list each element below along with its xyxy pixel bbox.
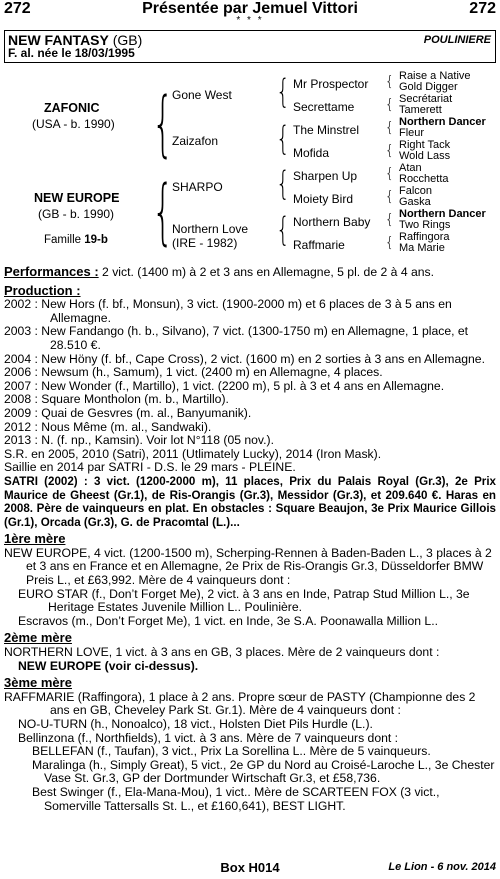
ped-g3-3: Mofida xyxy=(293,146,330,160)
ped-g4-11: Gaska xyxy=(399,196,431,208)
production-label: Production : xyxy=(4,282,81,298)
horse-birth: F. al. née le 18/03/1995 xyxy=(8,46,135,60)
mere3-heading xyxy=(4,676,496,691)
sire-info: (USA - b. 1990) xyxy=(32,117,115,131)
production-item: 2002 : New Hors (f. bf., Monsun), 3 vict. (1900-2000 m) et 6 places de 3 à 5 ans en Allemagne. xyxy=(4,297,452,325)
production-item: 2013 : N. (f. np., Kamsin). Voir lot N°118 (05 nov.). xyxy=(4,433,274,448)
sale-date: Le Lion - 6 nov. 2014 xyxy=(388,861,496,873)
bracket-g3-5: { xyxy=(385,189,394,205)
mere1-label: 1ère mère xyxy=(4,531,66,547)
production-item: 2006 : Newsum (h., Samum), 1 vict. (2400 m) en Allemagne, 4 places. xyxy=(4,365,383,380)
ped-g3-7: Raffmarie xyxy=(293,238,345,252)
family-number: 19-b xyxy=(84,234,108,246)
mere3-label: 3ème mère xyxy=(4,675,72,691)
family-label: Famille xyxy=(44,234,85,246)
production-item: 2008 : Square Montholon (m. b., Martillo). xyxy=(4,392,229,407)
box-label: Box H014 xyxy=(220,860,280,875)
horse-type: POULINIERE xyxy=(423,34,491,46)
ped-g4-6: Right Tack xyxy=(399,139,451,151)
ped-g3-6: Northern Baby xyxy=(293,215,371,229)
ped-northern-love-info: (IRE - 1982) xyxy=(172,236,238,250)
production-heading xyxy=(4,284,496,299)
ped-g3-1: Secrettame xyxy=(293,100,355,114)
bracket-g3-3: { xyxy=(385,143,394,159)
ped-g4-5: Fleur xyxy=(399,127,425,139)
catalogue-page xyxy=(4,0,496,813)
production-item: 2007 : New Wonder (f., Martillo), 1 vict. (2200 m), 5 pl. à 3 et 4 ans en Allemagne. xyxy=(4,378,445,393)
text-body xyxy=(4,265,496,813)
bracket-g3-7: { xyxy=(385,235,394,251)
mere3-grand-offspring: Best Swinger (f., Ela-Mana-Mou), 1 vict.. Mère de SCARTEEN FOX (3 vict., Somerville Tattersalls St. L., et £160,641), BEST LIGHT. xyxy=(32,784,440,813)
ped-g4-13: Two Rings xyxy=(399,219,451,231)
production-item: 2012 : Nous Même (m. al., Sandwaki). xyxy=(4,419,212,434)
sire-name: ZAFONIC xyxy=(44,101,100,115)
mere3-grand-offspring: BELLEFAN (f., Taufan), 3 vict., Prix La Sorellina L.. Mère de 5 vainqueurs. xyxy=(32,744,431,759)
performances-line xyxy=(4,265,496,280)
ped-g4-0: Raise a Native xyxy=(399,70,471,82)
bracket-sire: { xyxy=(152,82,174,167)
mere2-dam: NORTHERN LOVE, 1 vict. à 3 ans en GB, 3 places. Mère de 2 vainqueurs dont : xyxy=(4,645,440,660)
ped-g3-5: Moiety Bird xyxy=(293,192,354,206)
bracket-g2-2: { xyxy=(276,121,290,159)
ped-g3-4: Sharpen Up xyxy=(293,169,358,183)
saillie-line: Saillie en 2014 par SATRI - D.S. le 29 mars - PLEINE. xyxy=(4,460,296,475)
bracket-g2-3: { xyxy=(276,166,290,204)
dam-info: (GB - b. 1990) xyxy=(38,207,115,221)
bracket-g3-4: { xyxy=(385,166,394,182)
performances-label: Performances : xyxy=(4,264,99,279)
performances-text: 2 vict. (1400 m) à 2 et 3 ans en Allemagne, 5 pl. de 2 à 4 ans. xyxy=(98,265,435,279)
page-footer xyxy=(4,860,496,878)
horse-name: NEW FANTASY xyxy=(8,32,109,48)
header-stars: * * * xyxy=(236,15,264,26)
mere3-offspring: NO-U-TURN (h., Nonoalco), 18 vict., Holsten Diet Pils Hurdle (L.). xyxy=(18,717,373,731)
ped-g4-4: Northern Dancer xyxy=(399,116,486,128)
bracket-g3-6: { xyxy=(385,212,394,228)
bracket-g2-1: { xyxy=(276,74,290,112)
ped-g4-3: Tamerett xyxy=(399,104,442,116)
ped-g4-2: Secrétariat xyxy=(399,93,453,105)
satri-note: SATRI (2002) : 3 vict. (1200-2000 m), 11 places, Prix du Palais Royal (Gr.3), 2e Prix Maurice de Gheest (Gr.1), de Ris-Orangis (Gr.3), Messidor (Gr.3), et 209.640 €. Haras en 2008. Père de vainqueurs en plat. En obstacles : Square Beaujon, 3e Prix Maurice Gillois (Gr.1), Orcada (Gr.3), G. de Pracomtal (L.)... xyxy=(4,474,496,529)
ped-sharpo: SHARPO xyxy=(172,180,223,194)
mere3-grand-offspring: Maralinga (h., Simply Great), 5 vict., 2e GP du Nord au Croisé-Laroche L., 3e Chester Vase St. Gr.3, GP der Dortmunder Wirtschaft Gr.3, et £58,736. xyxy=(32,757,495,786)
ped-g4-1: Gold Digger xyxy=(399,81,458,93)
ped-g4-7: Wold Lass xyxy=(399,150,451,162)
horse-title-box xyxy=(4,30,496,63)
mere2-label: 2ème mère xyxy=(4,630,72,646)
mere1-dam: NEW EUROPE, 4 vict. (1200-1500 m), Scherping-Rennen à Baden-Baden L., 3 places à 2 et 3 ans en France et en Allemagne, 2e Prix de Ris-Orangis Gr.3, Düsseldorfer BMW Preis L., et £63,992. Mère de 4 vainqueurs dont : xyxy=(4,545,492,588)
sr-line: S.R. en 2005, 2010 (Satri), 2011 (Utlimately Lucky), 2014 (Iron Mask). xyxy=(4,446,382,461)
production-item: 2004 : New Höny (f. bf., Cape Cross), 2 vict. (1600 m) en 2 sorties à 3 ans en Allemagne. xyxy=(4,351,485,366)
bracket-g2-4: { xyxy=(276,212,290,250)
ped-g4-12: Northern Dancer xyxy=(399,208,486,220)
ped-g4-14: Raffingora xyxy=(399,231,450,243)
family-line xyxy=(44,234,108,246)
bracket-g3-1: { xyxy=(385,97,394,113)
bracket-dam: { xyxy=(152,170,174,255)
mere2-heading xyxy=(4,631,496,646)
pedigree-table xyxy=(4,63,496,265)
bracket-g3-2: { xyxy=(385,120,394,136)
ped-g4-9: Rocchetta xyxy=(399,173,449,185)
page-header xyxy=(4,0,496,30)
mere1-offspring: Escravos (m., Don’t Forget Me), 1 vict. en Inde, 3e S.A. Poonawalla Million L.. xyxy=(18,613,438,628)
ped-g4-15: Ma Marie xyxy=(399,242,445,254)
production-item: 2009 : Quai de Gesvres (m. al., Banyumanik). xyxy=(4,405,252,420)
ped-gone-west: Gone West xyxy=(172,88,232,102)
ped-g3-2: The Minstrel xyxy=(293,123,360,137)
mere1-heading xyxy=(4,532,496,547)
production-item: 2003 : New Fandango (h. b., Silvano), 7 vict. (1300-1750 m) en Allemagne, 1 place, et 28.510 €. xyxy=(4,324,469,352)
page-number-right: 272 xyxy=(469,0,496,17)
page-title: Présentée par Jemuel Vittori xyxy=(142,0,358,17)
mere1-offspring: EURO STAR (f., Don’t Forget Me), 2 vict. à 3 ans en Inde, Patrap Stud Million L., 3e Heritage Estates Juvenile Million L.. Poulinière. xyxy=(18,586,470,615)
dam-name: NEW EUROPE xyxy=(34,191,120,205)
ped-g4-8: Atan xyxy=(399,162,422,174)
ped-zaizafon: Zaizafon xyxy=(172,134,219,148)
horse-country: (GB) xyxy=(112,32,143,48)
bracket-g3-0: { xyxy=(385,74,394,90)
ped-g3-0: Mr Prospector xyxy=(293,77,369,91)
ped-northern-love: Northern Love xyxy=(172,222,249,236)
mere2-offspring: NEW EUROPE (voir ci-dessus). xyxy=(18,658,199,673)
page-number-left: 272 xyxy=(4,0,31,17)
ped-g4-10: Falcon xyxy=(399,185,433,197)
mere3-offspring: Bellinzona (f., Northfields), 1 vict. à 3 ans. Mère de 7 vainqueurs dont : xyxy=(18,730,399,745)
mere3-dam: RAFFMARIE (Raffingora), 1 place à 2 ans. Propre sœur de PASTY (Championne des 2 ans en GB, Cheveley Park St. Gr.1). Mère de 4 vainqueurs dont : xyxy=(4,689,476,718)
